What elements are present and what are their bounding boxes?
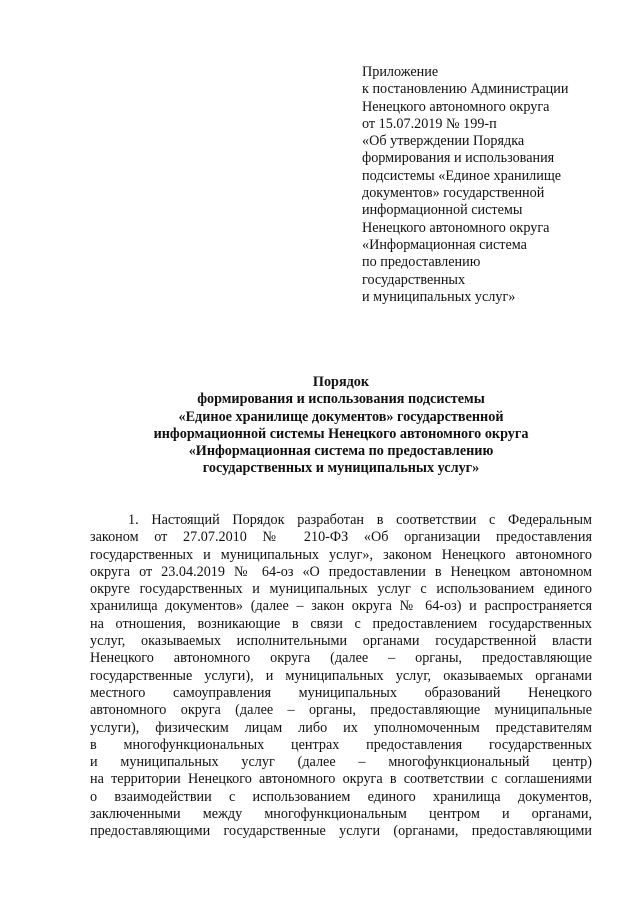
title-line: «Единое хранилище документов» государственной bbox=[178, 408, 504, 425]
appendix-line: информационной системы bbox=[362, 202, 523, 219]
appendix-line: по предоставлению bbox=[362, 254, 481, 271]
body-line: 1. Настоящий Порядок разработан в соответствии с Федеральным bbox=[128, 512, 592, 528]
appendix-line: Ненецкого автономного округа bbox=[362, 98, 550, 115]
appendix-line: формирования и использования bbox=[362, 150, 555, 167]
body-line: на территории Ненецкого автономного округа в соответствии с соглашениями bbox=[90, 771, 592, 788]
body-line: услуг, оказываемых исполнительными органами государственной власти bbox=[90, 633, 592, 650]
appendix-line: Приложение bbox=[362, 64, 439, 80]
body-line: местного самоуправления муниципальных образований Ненецкого bbox=[90, 684, 592, 701]
body-line: государственных и муниципальных услуг», законом Ненецкого автономного bbox=[90, 546, 592, 563]
title-line: «Информационная система по предоставлению bbox=[188, 443, 494, 460]
body-line: законом от 27.07.2010 № 210-ФЗ «Об организации предоставления bbox=[90, 529, 592, 546]
appendix-line: «Информационная система bbox=[362, 236, 527, 253]
appendix-line: подсистемы «Единое хранилище bbox=[362, 167, 562, 184]
body-line: о взаимодействии с использованием единого хранилища документов, bbox=[90, 788, 592, 805]
title-line: информационной системы Ненецкого автономного округа bbox=[153, 425, 529, 442]
document-title bbox=[90, 374, 592, 478]
body-paragraph bbox=[90, 512, 592, 841]
appendix-line: документов» государственной bbox=[362, 185, 545, 202]
body-line: государственные услуги), и муниципальных услуг, оказываемых органами bbox=[90, 667, 592, 684]
appendix-header bbox=[362, 64, 612, 306]
body-line: округе государственных и муниципальных услуг с использованием единого bbox=[90, 581, 592, 598]
body-line: округа от 23.04.2019 № 64-оз «О предоставлении в Ненецком автономном bbox=[90, 563, 592, 580]
body-line: в многофункциональных центрах предоставления государственных bbox=[90, 736, 592, 753]
appendix-line: государственных bbox=[362, 271, 466, 288]
appendix-line: «Об утверждении Порядка bbox=[362, 133, 525, 150]
appendix-line: Ненецкого автономного округа bbox=[362, 219, 550, 236]
body-line: хранилища документов» (далее – закон округа № 64-оз) и распространяется bbox=[90, 598, 592, 615]
body-line: заключенными между многофункциональным центром и органами, bbox=[90, 806, 592, 823]
title-line: Порядок bbox=[312, 374, 370, 390]
title-line: государственных и муниципальных услуг» bbox=[202, 460, 480, 477]
body-line: автономного округа (далее – органы, предоставляющие муниципальные bbox=[90, 702, 592, 719]
body-line: предоставляющими государственные услуги (органами, предоставляющими bbox=[90, 823, 592, 840]
body-line: на отношения, возникающие в связи с предоставлением государственных bbox=[90, 615, 592, 632]
title-line: формирования и использования подсистемы bbox=[197, 391, 485, 408]
body-line: услуги), физическим лицам либо их уполномоченным представителям bbox=[90, 719, 592, 736]
appendix-line: к постановлению Администрации bbox=[362, 81, 569, 98]
body-line: Ненецкого автономного округа (далее – органы, предоставляющие bbox=[90, 650, 592, 667]
appendix-line: и муниципальных услуг» bbox=[362, 288, 516, 305]
body-line: и муниципальных услуг (далее – многофункциональный центр) bbox=[90, 754, 592, 771]
appendix-line: от 15.07.2019 № 199-п bbox=[362, 115, 497, 132]
